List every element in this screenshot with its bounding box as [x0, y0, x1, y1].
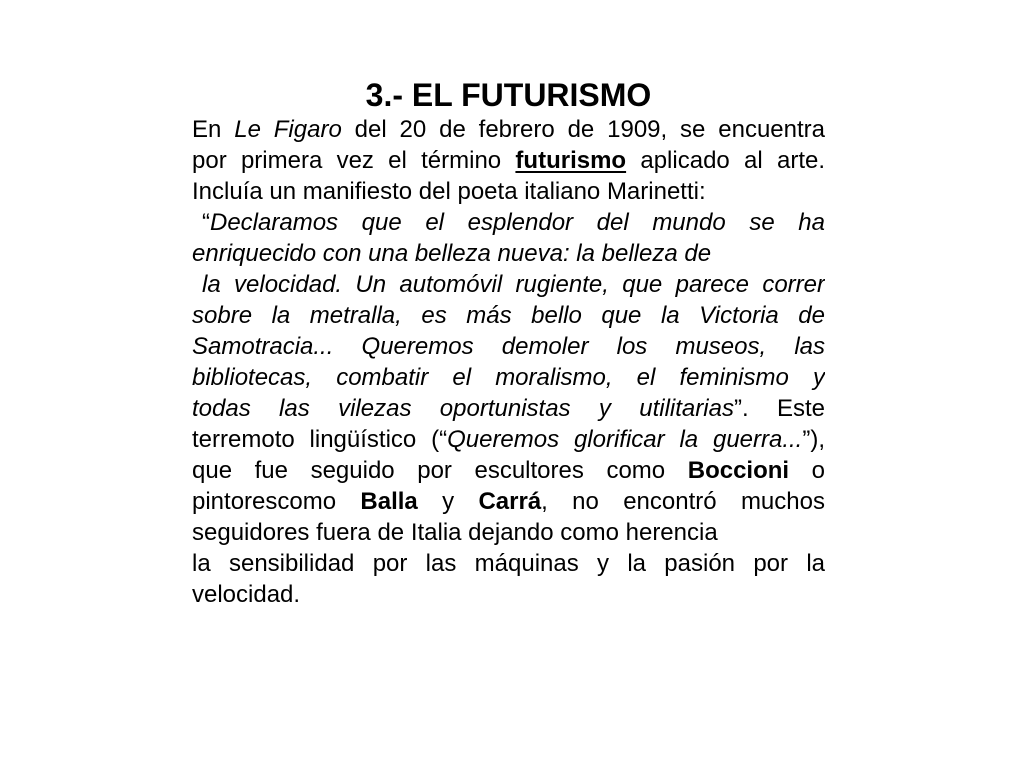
text-run: seguidores fuera de Italia dejando como herencia [192, 519, 718, 546]
text-run: velocidad. [192, 581, 301, 608]
body-line [192, 486, 825, 517]
slide-title-text: 3.- EL FUTURISMO [365, 77, 652, 113]
text-run: ”. Este [733, 395, 825, 422]
slide-title [192, 75, 825, 115]
body-line [192, 548, 825, 579]
text-run: Carrá [478, 488, 542, 515]
text-run: Incluía un manifiesto del poeta italiano Marinetti: [192, 178, 706, 205]
text-run: la sensibilidad por las máquinas y la pasión por la [192, 550, 825, 577]
text-run: aplicado al arte. [626, 147, 825, 174]
text-run: por primera vez el término [192, 147, 516, 174]
text-run: sobre la metralla, es más bello que la Victoria de [192, 302, 825, 329]
body-line [192, 331, 825, 362]
text-run: que fue seguido por escultores como [192, 457, 688, 484]
text-run: del 20 de febrero de 1909, se encuentra [341, 116, 825, 143]
body-line [192, 238, 825, 269]
text-run: Balla [360, 488, 418, 515]
body-line [192, 362, 825, 393]
text-run: pintorescomo [192, 488, 361, 515]
body-line [192, 269, 825, 300]
body-line [192, 300, 825, 331]
body-line [192, 176, 825, 207]
body-line [192, 424, 825, 455]
body-line [192, 517, 825, 548]
text-run: En [192, 116, 235, 143]
text-run: Le Figaro [234, 116, 342, 143]
text-run: Samotracia... Queremos demoler los museos, las [192, 333, 825, 360]
body-line [192, 207, 825, 238]
text-run: o [789, 457, 825, 484]
text-run: la velocidad. Un automóvil rugiente, que parece correr [202, 271, 825, 298]
text-run: futurismo [515, 147, 627, 174]
slide-body [192, 114, 825, 610]
body-line [192, 393, 825, 424]
text-run: terremoto lingüístico (“ [192, 426, 448, 453]
text-run: Declaramos que el esplendor del mundo se ha [210, 209, 825, 236]
body-line [192, 145, 825, 176]
text-run: todas las vilezas oportunistas y utilitarias [192, 395, 734, 422]
text-run: Queremos glorificar la guerra... [447, 426, 803, 453]
text-run: ”), [802, 426, 825, 453]
body-line [192, 455, 825, 486]
text-run: “ [202, 209, 210, 236]
text-run: enriquecido con una belleza nueva: la belleza de [192, 240, 712, 267]
body-line [192, 114, 825, 145]
text-run: bibliotecas, combatir el moralismo, el feminismo y [192, 364, 825, 391]
body-line [192, 579, 825, 610]
text-run: , no encontró muchos [541, 488, 825, 515]
text-run: y [417, 488, 479, 515]
text-run: Boccioni [687, 457, 790, 484]
